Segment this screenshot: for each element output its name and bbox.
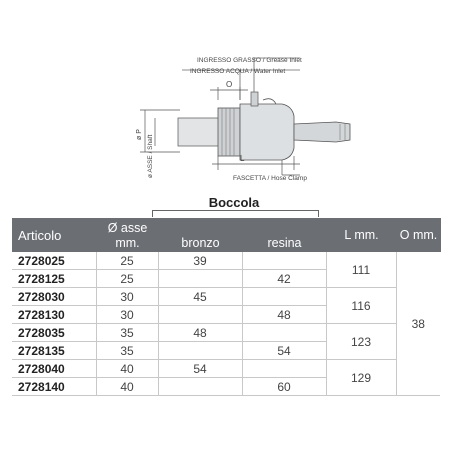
cell-bronzo (158, 306, 242, 324)
cell-resina (242, 288, 326, 306)
cell-bronzo: 48 (158, 324, 242, 342)
cell-resina (242, 360, 326, 378)
product-table (12, 218, 441, 396)
cell-asse: 40 (96, 378, 158, 396)
cell-asse: 30 (96, 306, 158, 324)
technical-drawing (0, 0, 450, 190)
table-row (12, 288, 440, 306)
header-o-text: O mm. (399, 228, 438, 242)
cell-articolo: 2728130 (12, 306, 96, 324)
boccola-bracket (152, 210, 319, 217)
cell-l: 123 (326, 324, 396, 360)
cell-l: 129 (326, 360, 396, 396)
header-resina (242, 218, 326, 252)
cell-bronzo: 54 (158, 360, 242, 378)
cell-bronzo (158, 270, 242, 288)
cell-resina: 54 (242, 342, 326, 360)
header-asse-line1: Ø asse (107, 221, 148, 235)
cell-bronzo: 45 (158, 288, 242, 306)
cell-l: 111 (326, 252, 396, 288)
cell-asse: 35 (96, 342, 158, 360)
cell-resina (242, 324, 326, 342)
cell-resina (242, 252, 326, 270)
header-articolo (12, 218, 96, 252)
cell-articolo: 2728125 (12, 270, 96, 288)
cell-resina: 42 (242, 270, 326, 288)
shaft-label: ø ASSE / Shaft (147, 134, 154, 178)
cell-asse: 25 (96, 252, 158, 270)
cell-articolo: 2728035 (12, 324, 96, 342)
header-bronzo-text: bronzo (181, 236, 220, 250)
cell-o: 38 (396, 252, 440, 396)
l-dimension-label: L (240, 154, 245, 163)
cell-articolo: 2728025 (12, 252, 96, 270)
cell-articolo: 2728140 (12, 378, 96, 396)
cell-asse: 40 (96, 360, 158, 378)
table-row (12, 252, 440, 270)
header-asse-line2: mm. (115, 236, 140, 250)
cell-asse: 30 (96, 288, 158, 306)
cell-resina: 48 (242, 306, 326, 324)
cell-asse: 35 (96, 324, 158, 342)
table-row (12, 324, 440, 342)
table-header-row (12, 218, 440, 252)
cell-articolo: 2728040 (12, 360, 96, 378)
cell-bronzo (158, 378, 242, 396)
cell-articolo: 2728030 (12, 288, 96, 306)
header-resina-text: resina (267, 236, 302, 250)
cell-l: 116 (326, 288, 396, 324)
header-l (326, 218, 396, 252)
cell-asse: 25 (96, 270, 158, 288)
hose-clamp-label: FASCETTA / Hose Clamp (233, 175, 307, 182)
header-o (396, 218, 440, 252)
water-inlet-label: INGRESSO ACQUA / Water Inlet (190, 68, 286, 75)
header-l-text: L mm. (344, 228, 379, 242)
grease-inlet-label: INGRESSO GRASSO / Grease Inlet (197, 57, 302, 64)
table-row (12, 360, 440, 378)
cell-bronzo: 39 (158, 252, 242, 270)
boccola-group-title: Boccola (208, 195, 260, 210)
header-p-bronzo (158, 218, 242, 252)
cell-bronzo (158, 342, 242, 360)
header-asse (96, 218, 158, 252)
p-dimension-label: ø P (136, 129, 143, 140)
cell-articolo: 2728135 (12, 342, 96, 360)
o-dimension-label: O (226, 80, 233, 89)
cell-resina: 60 (242, 378, 326, 396)
header-articolo-text: Articolo (18, 228, 62, 243)
